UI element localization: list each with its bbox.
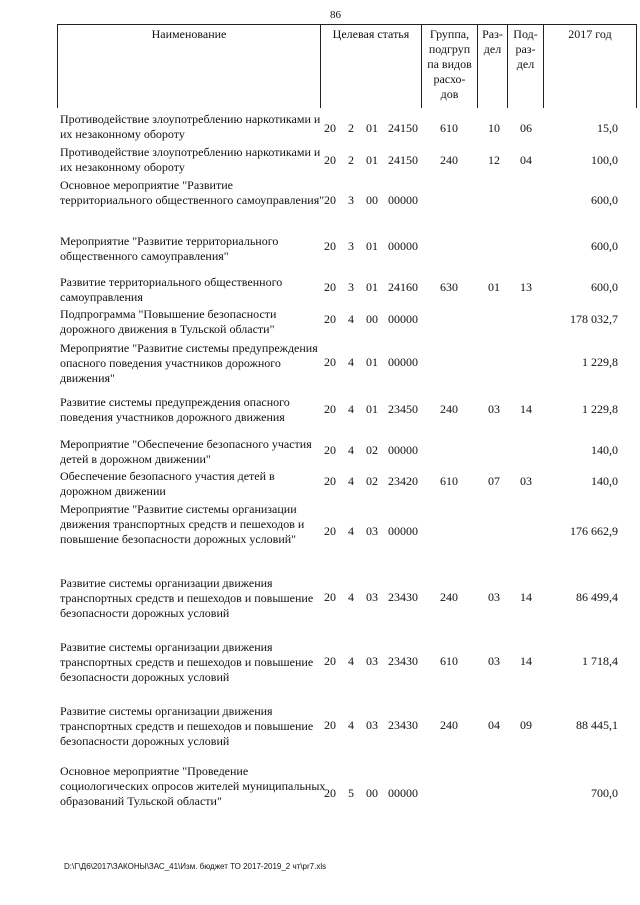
row-subsection: 06 xyxy=(520,121,532,135)
row-target-code: 00000 xyxy=(388,524,418,538)
row-target-program: 20 xyxy=(324,239,336,253)
header-col-border xyxy=(636,24,637,108)
row-name: Противодействие злоупотреблению наркотиками и их незаконному обороту xyxy=(60,145,321,174)
row-target-program: 20 xyxy=(324,474,336,488)
row-target-event: 01 xyxy=(366,355,378,369)
row-name: Развитие системы организации движения транспортных средств и пешеходов и повышение безопасности дорожных условий xyxy=(60,576,314,620)
row-name: Развитие системы организации движения транспортных средств и пешеходов и повышение безопасности дорожных условий xyxy=(60,704,314,748)
page-number: 86 xyxy=(330,9,341,21)
row-amount: 178 032,7 xyxy=(570,312,618,326)
row-target-subprogram: 4 xyxy=(348,524,354,538)
row-target-event: 01 xyxy=(366,121,378,135)
row-target-event: 03 xyxy=(366,524,378,538)
row-amount: 1 718,4 xyxy=(582,654,618,668)
row-section: 07 xyxy=(488,474,500,488)
row-target-program: 20 xyxy=(324,312,336,326)
row-target-code: 24150 xyxy=(388,121,418,135)
row-name: Развитие территориального общественного самоуправления xyxy=(60,275,283,304)
row-target-subprogram: 4 xyxy=(348,443,354,457)
row-subsection: 14 xyxy=(520,402,532,416)
row-target-subprogram: 4 xyxy=(348,355,354,369)
row-amount: 140,0 xyxy=(591,443,618,457)
row-target-code: 23420 xyxy=(388,474,418,488)
row-target-code: 23430 xyxy=(388,654,418,668)
row-section: 03 xyxy=(488,590,500,604)
row-target-subprogram: 2 xyxy=(348,153,354,167)
row-subsection: 13 xyxy=(520,280,532,294)
row-amount: 1 229,8 xyxy=(582,402,618,416)
row-amount: 176 662,9 xyxy=(570,524,618,538)
row-target-program: 20 xyxy=(324,654,336,668)
row-target-program: 20 xyxy=(324,153,336,167)
header-year: 2017 год xyxy=(568,27,612,41)
row-name: Развитие системы предупреждения опасного поведения участников дорожного движения xyxy=(60,395,290,424)
row-target-code: 00000 xyxy=(388,239,418,253)
row-expense-group: 610 xyxy=(440,654,458,668)
footer-file-path: D:\Г\Д6\2017\ЗАКОНЫ\ЗАС_41\Изм. бюджет ТО 2017-2019_2 чт\pr7.xls xyxy=(64,862,327,871)
row-amount: 100,0 xyxy=(591,153,618,167)
row-target-program: 20 xyxy=(324,402,336,416)
row-target-event: 01 xyxy=(366,153,378,167)
row-subsection: 03 xyxy=(520,474,532,488)
row-target-code: 00000 xyxy=(388,355,418,369)
row-name: Мероприятие "Развитие системы предупреждения опасного поведения участников дорожного движения" xyxy=(60,341,318,385)
row-name: Противодействие злоупотреблению наркотиками и их незаконному обороту xyxy=(60,112,321,141)
row-amount: 700,0 xyxy=(591,786,618,800)
row-target-subprogram: 2 xyxy=(348,121,354,135)
row-subsection: 04 xyxy=(520,153,532,167)
row-subsection: 09 xyxy=(520,718,532,732)
row-name: Развитие системы организации движения транспортных средств и пешеходов и повышение безопасности дорожных условий xyxy=(60,640,314,684)
header-target-article: Целевая статья xyxy=(332,27,410,41)
row-target-program: 20 xyxy=(324,193,336,207)
row-expense-group: 240 xyxy=(440,402,458,416)
row-target-subprogram: 3 xyxy=(348,239,354,253)
row-target-event: 02 xyxy=(366,474,378,488)
row-target-subprogram: 3 xyxy=(348,280,354,294)
row-target-event: 00 xyxy=(366,312,378,326)
row-name: Обеспечение безопасного участия детей в дорожном движении xyxy=(60,469,275,498)
row-subsection: 14 xyxy=(520,590,532,604)
row-section: 04 xyxy=(488,718,500,732)
row-amount: 600,0 xyxy=(591,280,618,294)
row-target-subprogram: 3 xyxy=(348,193,354,207)
row-target-code: 00000 xyxy=(388,193,418,207)
row-amount: 88 445,1 xyxy=(576,718,618,732)
row-expense-group: 240 xyxy=(440,153,458,167)
row-target-code: 23430 xyxy=(388,718,418,732)
row-name: Мероприятие "Обеспечение безопасного участия детей в дорожном движении" xyxy=(60,437,312,466)
row-target-program: 20 xyxy=(324,355,336,369)
row-target-event: 00 xyxy=(366,786,378,800)
header-expense-group: Группа, подгруп па видов расхо- дов xyxy=(427,27,472,101)
row-target-event: 03 xyxy=(366,718,378,732)
row-target-program: 20 xyxy=(324,718,336,732)
row-amount: 86 499,4 xyxy=(576,590,618,604)
header-section: Раз- дел xyxy=(482,27,503,56)
row-amount: 15,0 xyxy=(597,121,618,135)
row-target-code: 00000 xyxy=(388,786,418,800)
row-expense-group: 610 xyxy=(440,121,458,135)
row-target-subprogram: 4 xyxy=(348,474,354,488)
row-target-code: 00000 xyxy=(388,443,418,457)
row-target-event: 03 xyxy=(366,590,378,604)
row-target-event: 01 xyxy=(366,402,378,416)
row-expense-group: 240 xyxy=(440,590,458,604)
row-name: Подпрограмма "Повышение безопасности дорожного движения в Тульской области" xyxy=(60,307,277,336)
row-target-event: 00 xyxy=(366,193,378,207)
row-target-program: 20 xyxy=(324,280,336,294)
row-target-subprogram: 4 xyxy=(348,312,354,326)
row-section: 03 xyxy=(488,402,500,416)
row-section: 12 xyxy=(488,153,500,167)
row-target-subprogram: 5 xyxy=(348,786,354,800)
row-target-program: 20 xyxy=(324,443,336,457)
row-section: 10 xyxy=(488,121,500,135)
row-target-subprogram: 4 xyxy=(348,402,354,416)
row-expense-group: 240 xyxy=(440,718,458,732)
row-name: Основное мероприятие "Проведение социологических опросов жителей муниципальных образований Тульской области" xyxy=(60,764,326,808)
row-target-code: 24150 xyxy=(388,153,418,167)
row-expense-group: 610 xyxy=(440,474,458,488)
header-name: Наименование xyxy=(151,27,227,41)
row-target-code: 23450 xyxy=(388,402,418,416)
row-target-code: 23430 xyxy=(388,590,418,604)
header-subsection: Под- раз- дел xyxy=(513,27,538,71)
row-expense-group: 630 xyxy=(440,280,458,294)
row-target-event: 01 xyxy=(366,239,378,253)
row-target-subprogram: 4 xyxy=(348,718,354,732)
row-target-program: 20 xyxy=(324,590,336,604)
row-target-event: 01 xyxy=(366,280,378,294)
row-target-program: 20 xyxy=(324,524,336,538)
row-name: Мероприятие "Развитие системы организации движения транспортных средств и пешеходов и повышение безопасности дорожных условий" xyxy=(60,502,305,546)
row-amount: 600,0 xyxy=(591,239,618,253)
row-target-subprogram: 4 xyxy=(348,654,354,668)
row-target-code: 00000 xyxy=(388,312,418,326)
row-target-program: 20 xyxy=(324,121,336,135)
row-target-event: 03 xyxy=(366,654,378,668)
row-name: Мероприятие "Развитие территориального общественного самоуправления" xyxy=(60,234,279,263)
row-amount: 1 229,8 xyxy=(582,355,618,369)
row-section: 01 xyxy=(488,280,500,294)
row-section: 03 xyxy=(488,654,500,668)
row-target-subprogram: 4 xyxy=(348,590,354,604)
row-name: Основное мероприятие "Развитие территориального общественного самоуправления" xyxy=(60,178,325,207)
row-target-event: 02 xyxy=(366,443,378,457)
row-target-code: 24160 xyxy=(388,280,418,294)
row-subsection: 14 xyxy=(520,654,532,668)
header-top-border xyxy=(57,24,637,25)
row-amount: 600,0 xyxy=(591,193,618,207)
row-amount: 140,0 xyxy=(591,474,618,488)
row-target-program: 20 xyxy=(324,786,336,800)
